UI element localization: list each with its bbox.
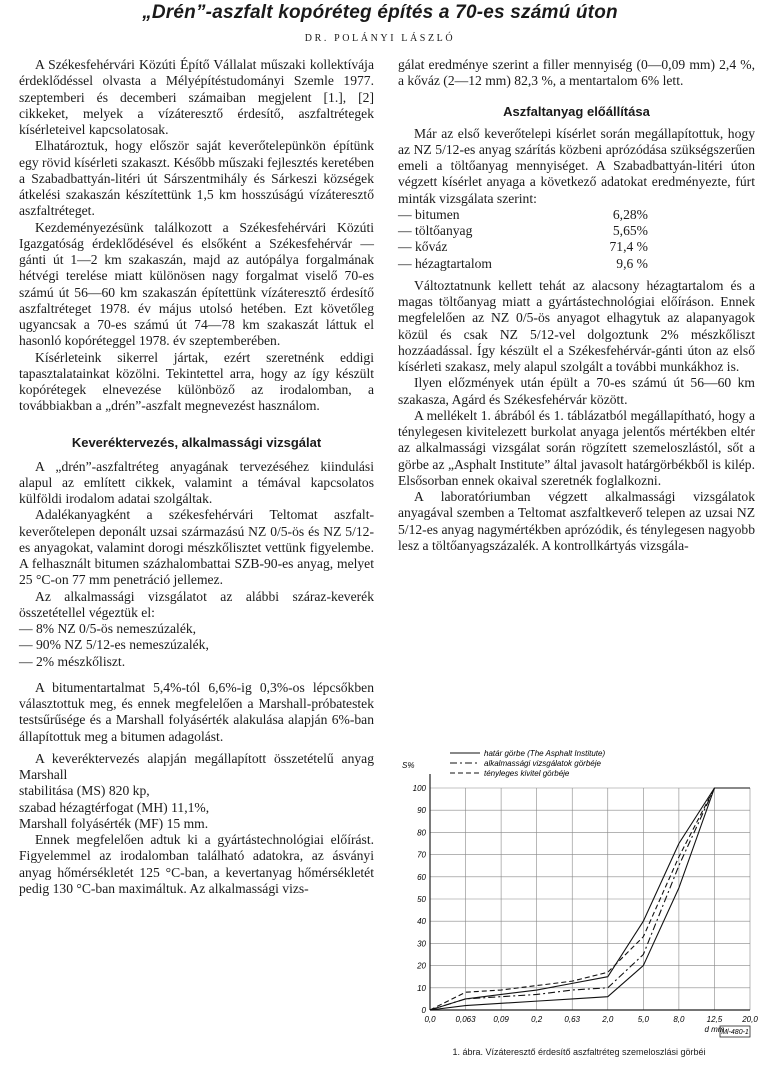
- paragraph: Változtatnunk kellett tehát az alacsony hézagtartalom és a magas töltőanyag miatt a gyártástechnológiai előíráson. Ennek megfelelően az NZ 0/5-ös anyagot elhagytuk az alapanyagok közül és csak NZ 5/12-vel dolgoztunk 2% mészkőliszt hozzáadással. Így készült el a Székesfehérvár-gánti úton az első kísérleti szakasz, mely alapul szolgált a további munkákhoz is.: [398, 277, 755, 374]
- table-key: — bitumen: [398, 206, 460, 222]
- table-key: — kőváz: [398, 239, 448, 255]
- paragraph: Elhatároztuk, hogy először saját keverőtelepünkön építünk egy rövid kísérleti szakaszt. Később műszaki fejlesztés keretében a Szabadbattyán-litéri út Sárszentmihály és Sárkeszi községek átkelési szakaszán készítettünk 1,5 km hosszúságú vízáteresztő aszfaltréteget.: [19, 138, 374, 219]
- x-tick-label: 0,09: [493, 1015, 509, 1024]
- y-tick-label: 30: [417, 939, 426, 949]
- paragraph: Kísérleteink sikerrel jártak, ezért szeretnénk eddigi tapasztalatainkat közölni. Tekintettel arra, hogy az így készült kopórétegek elnevezése különböző az irodalomban, a továbbiakban a „drén”-aszfalt megnevezést használom.: [19, 349, 374, 414]
- y-tick-label: 60: [417, 872, 426, 882]
- y-tick-label: 10: [417, 983, 426, 993]
- paragraph: Ilyen előzmények után épült a 70-es számú út 56—60 km szakasza, Agárd és Székesfehérvár között.: [398, 375, 755, 407]
- paragraph: gálat eredménye szerint a filler mennyiség (0—0,09 mm) 2,4 %, a kőváz (2—12 mm) 82,3 %, a mentartalom 6% lett.: [398, 57, 755, 89]
- legend-label: tényleges kivitel görbéje: [484, 769, 570, 778]
- paragraph: A „drén”-aszfaltréteg anyagának tervezéséhez kiindulási alapul az említett cikkek, valamint a témával kapcsolatos külföldi irodalom adatai szolgáltak.: [19, 458, 374, 506]
- paragraph: Az alkalmassági vizsgálatot az alábbi száraz-keverék összetétellel végeztük el:: [19, 588, 374, 620]
- grading-chart-svg: [398, 750, 760, 1046]
- paragraph: A mellékelt 1. ábrából és 1. táblázatból megállapítható, hogy a ténylegesen kivitelezett burkolat anyaga jelentős mértékben eltér az alkalmassági vizsgálat során rögzített szemeloszlástól, sőt a görbe az „Asphalt Institute” által javasolt határgörbékből is kilép. Elsősorban ennek okaival szeretnék foglalkozni.: [398, 407, 755, 488]
- left-column: [19, 57, 374, 897]
- article-author: DR. POLÁNYI LÁSZLÓ: [304, 33, 456, 44]
- marshall-flow: Marshall folyásérték (MF) 15 mm.: [19, 815, 209, 831]
- list-item: — 8% NZ 0/5-ös nemeszúzalék,: [19, 621, 197, 636]
- y-tick-label: 20: [417, 961, 426, 971]
- y-tick-label: 70: [417, 850, 426, 860]
- marshall-stability: stabilitása (MS) 820 kp,: [19, 783, 150, 799]
- x-tick-label: 8,0: [673, 1015, 685, 1024]
- x-tick-label: 0,0: [424, 1015, 436, 1024]
- legend-label: határ görbe (The Asphalt Institute): [484, 750, 606, 758]
- article-title: „Drén”-aszfalt kopóréteg építés a 70-es számú úton: [142, 2, 618, 23]
- table-row: [398, 207, 755, 223]
- x-tick-label: 2,0: [602, 1015, 614, 1024]
- section-heading: Keveréktervezés, alkalmassági vizsgálat: [71, 434, 322, 450]
- sample-table: [398, 207, 755, 272]
- table-value: 5,65%: [612, 223, 648, 238]
- right-column: [398, 57, 755, 554]
- x-tick-label: 0,63: [564, 1015, 581, 1024]
- table-row: [398, 256, 755, 272]
- x-tick-label: 12,5: [706, 1015, 723, 1024]
- section-heading: Aszfaltanyag előállítása: [503, 103, 650, 119]
- table-value: 6,28%: [612, 206, 648, 222]
- x-tick-label: 5,0: [637, 1015, 649, 1024]
- paragraph: Ennek megfelelően adtuk ki a gyártástechnológiai előírást. Figyelemmel az irodalomban található adatokra, az ásványi anyag hőmérsékletét 125 °C-ban, a kevertanyag hőmérsékletét pedig 130 °C-ban maximáltuk. Az alkalmassági vizs-: [19, 832, 374, 896]
- paragraph: A laboratóriumban végzett alkalmassági vizsgálatok anyagával szemben a Teltomat aszfaltkeverő telepen az uzsai NZ 5/12-es anyag nagymértékben aprózódik, és ténylegesen nagyobb lesz a töltőanyagszázalék. A kontrollkártyás vizsgála-: [398, 489, 755, 553]
- figure-id-label: Ml-480-1: [721, 1029, 749, 1036]
- paragraph: A keveréktervezés alapján megállapított összetételű anyag Marshall: [19, 750, 374, 782]
- figure-caption: 1. ábra. Vízáteresztő érdesítő aszfaltréteg szemeloszlási görbéi: [452, 1047, 706, 1057]
- mix-list: [19, 621, 374, 670]
- y-tick-label: 0: [421, 1006, 426, 1015]
- table-key: — hézagtartalom: [398, 255, 492, 271]
- table-key: — töltőanyag: [398, 223, 473, 238]
- table-value: 9,6 %: [616, 255, 648, 271]
- list-item: — 2% mészkőliszt.: [19, 653, 126, 669]
- paragraph: Kezdeményezésünk találkozott a Székesfehérvári Közúti Igazgatóság érdeklődésével és elsőként a Székesfehérvár — gánti út 1—2 km szakaszán, majd az autópálya forgalmának hétvégi terelése miatt különösen nagy forgalmat viselő 70-es számú út 56—60 km szakaszán építettünk vízáteresztő érdesítő aszfaltréteget 1978. év május utolsó hetében. Ezt követőleg ugyancsak a 70-es számú út 74—78 km szakaszát láttuk el hasonló kopóréteggel 1978. év szeptemberében.: [19, 219, 374, 349]
- paragraph: Adalékanyagként a székesfehérvári Teltomat aszfalt-keverőtelepen deponált uzsai származású NZ 0/5-ös és NZ 5/12-es anyagokat, valamint dorogi mészkőlisztet vettünk figyelembe. A felhasznált bitumen százhalombattai SZB-90-es anyag, melyet 25 °C-on 77 mm penetráció jellemez.: [19, 507, 374, 588]
- list-item: — 90% NZ 5/12-es nemeszúzalék,: [19, 637, 209, 653]
- x-tick-label: 20,0: [742, 1015, 758, 1024]
- table-row: [398, 223, 755, 239]
- paragraph: Már az első keverőtelepi kísérlet során megállapítottuk, hogy az NZ 5/12-es anyag szárítás közbeni aprózódása szükségszerűen emeli a töltőanyag mennyiséget. A Szabadbattyán-litéri úton végzett kísérlet anyaga a következő adatokat eredményezte, fúrt minták vizsgálata szerint:: [398, 125, 755, 206]
- x-axis-label: d mm: [704, 1025, 725, 1034]
- paragraph: A bitumentartalmat 5,4%-tól 6,6%-ig 0,3%-os lépcsőkben választottuk meg, és ennek megfelelően a Marshall-próbatestek testsűrűsége és a Marshall folyásérték alakulása alapján 6%-ban állapítottuk meg a bitumen adagolást.: [19, 679, 374, 744]
- y-axis-label: S%: [402, 761, 415, 770]
- x-tick-label: 0,2: [531, 1015, 543, 1024]
- paragraph: A Székesfehérvári Közúti Építő Vállalat műszaki kollektívája érdeklődéssel olvasta a Mélyépítéstudományi Szemle 1977. szeptemberi és decemberi számaiban megjelent [1.], [2] cikkeket, melyek a vízáteresztő érdesítő, aszfaltrétegek kísérleteivel kapcsolatosak.: [19, 57, 374, 137]
- grading-chart: [398, 750, 760, 1068]
- y-tick-label: 50: [417, 895, 426, 904]
- y-tick-label: 100: [412, 784, 426, 793]
- table-value: 71,4 %: [609, 239, 648, 255]
- y-tick-label: 80: [417, 828, 426, 838]
- x-tick-label: 0,063: [455, 1015, 476, 1024]
- table-row: [398, 239, 755, 255]
- y-tick-label: 40: [417, 917, 426, 927]
- legend-label: alkalmassági vizsgálatok görbéje: [484, 759, 601, 768]
- marshall-voids: szabad hézagtérfogat (MH) 11,1%,: [19, 799, 210, 815]
- y-tick-label: 90: [417, 806, 426, 816]
